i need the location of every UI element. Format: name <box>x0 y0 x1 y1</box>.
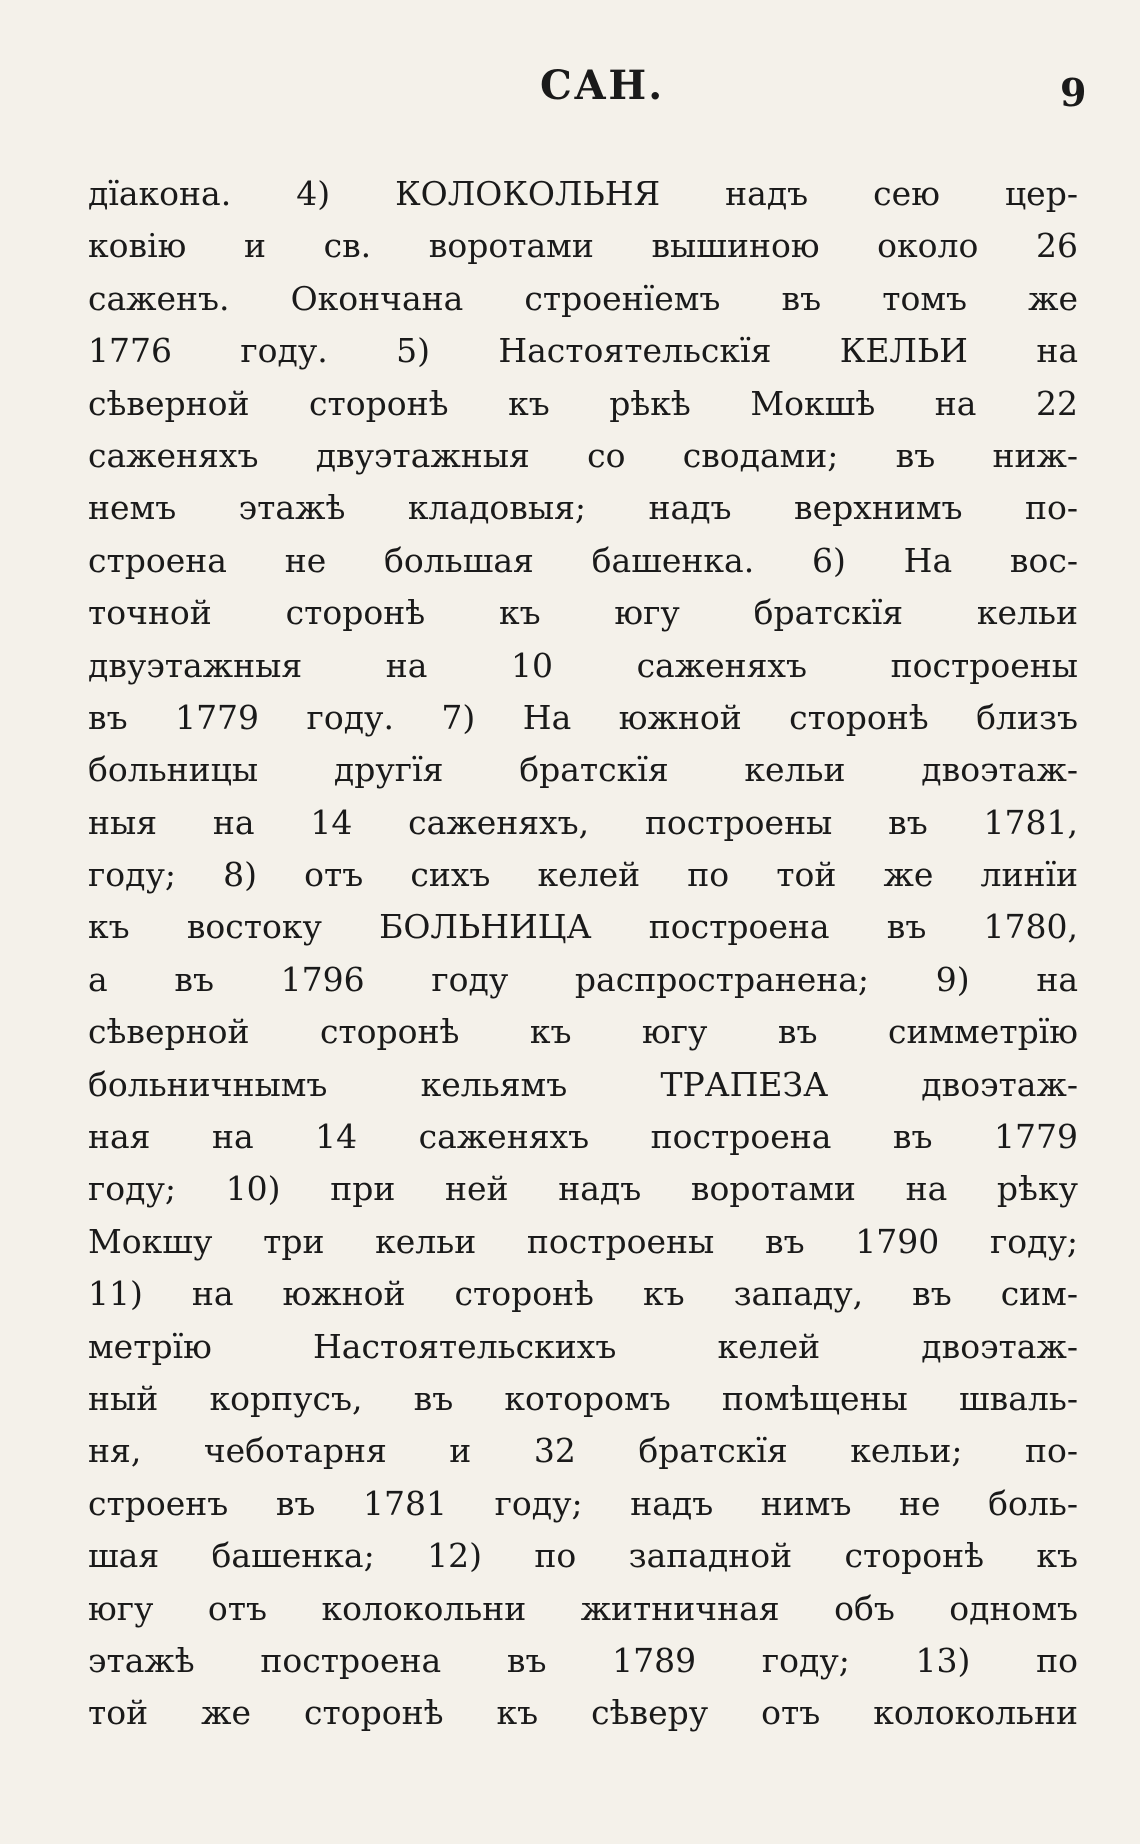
page-number: 9 <box>1060 70 1087 115</box>
text-line: двуэтажныя на 10 саженяхъ построены <box>88 645 1078 685</box>
text-line: 11) на южной сторонѣ къ западу, въ сим- <box>88 1274 1078 1314</box>
body-text <box>88 168 1078 1740</box>
text-line: дїакона. 4) КОЛОКОЛЬНЯ надъ сею цер- <box>88 174 1078 213</box>
text-line: этажѣ построена въ 1789 году; 13) по <box>88 1640 1078 1680</box>
text-line: той же сторонѣ къ сѣверу отъ колокольни <box>88 1693 1078 1733</box>
text-line: шая башенка; 12) по западной сторонѣ къ <box>88 1536 1078 1576</box>
text-line: немъ этажѣ кладовыя; надъ верхнимъ по- <box>88 488 1078 528</box>
text-line: къ востоку БОЛЬНИЦА построена въ 1780, <box>88 907 1078 947</box>
text-line: ня, чеботарня и 32 братскїя кельи; по- <box>88 1431 1078 1471</box>
text-line: строена не большая башенка. 6) На вос- <box>88 540 1078 580</box>
text-line: 1776 году. 5) Настоятельскїя КЕЛЬИ на <box>88 331 1078 371</box>
text-line: въ 1779 году. 7) На южной сторонѣ близъ <box>88 697 1078 737</box>
text-line: точной сторонѣ къ югу братскїя кельи <box>88 593 1078 633</box>
running-head <box>0 62 1140 122</box>
text-line: сѣверной сторонѣ къ рѣкѣ Мокшѣ на 22 <box>88 383 1078 423</box>
text-line: саженъ. Окончана строенїемъ въ томъ же <box>88 278 1078 318</box>
text-line: ная на 14 саженяхъ построена въ 1779 <box>88 1117 1078 1157</box>
text-line: году; 8) отъ сихъ келей по той же линїи <box>88 855 1078 895</box>
text-line: строенъ въ 1781 году; надъ нимъ не боль- <box>88 1483 1078 1523</box>
text-line: метрїю Настоятельскихъ келей двоэтаж- <box>88 1326 1078 1366</box>
running-title: САН. <box>540 62 665 109</box>
text-line: ныя на 14 саженяхъ, построены въ 1781, <box>88 802 1078 842</box>
text-line: саженяхъ двуэтажныя со сводами; въ ниж- <box>88 435 1078 475</box>
text-line: югу отъ колокольни житничная объ одномъ <box>88 1588 1078 1628</box>
text-line: сѣверной сторонѣ къ югу въ симметрїю <box>88 1012 1078 1052</box>
text-line: а въ 1796 году распространена; 9) на <box>88 959 1078 999</box>
text-line: ный корпусъ, въ которомъ помѣщены шваль- <box>88 1378 1078 1418</box>
text-line: году; 10) при ней надъ воротами на рѣку <box>88 1169 1078 1209</box>
text-line: больницы другїя братскїя кельи двоэтаж- <box>88 750 1078 790</box>
text-line: больничнымъ кельямъ ТРАПЕЗА двоэтаж- <box>88 1064 1078 1104</box>
text-line: Мокшу три кельи построены въ 1790 году; <box>88 1221 1078 1261</box>
text-line: ковію и св. воротами вышиною около 26 <box>88 226 1078 266</box>
